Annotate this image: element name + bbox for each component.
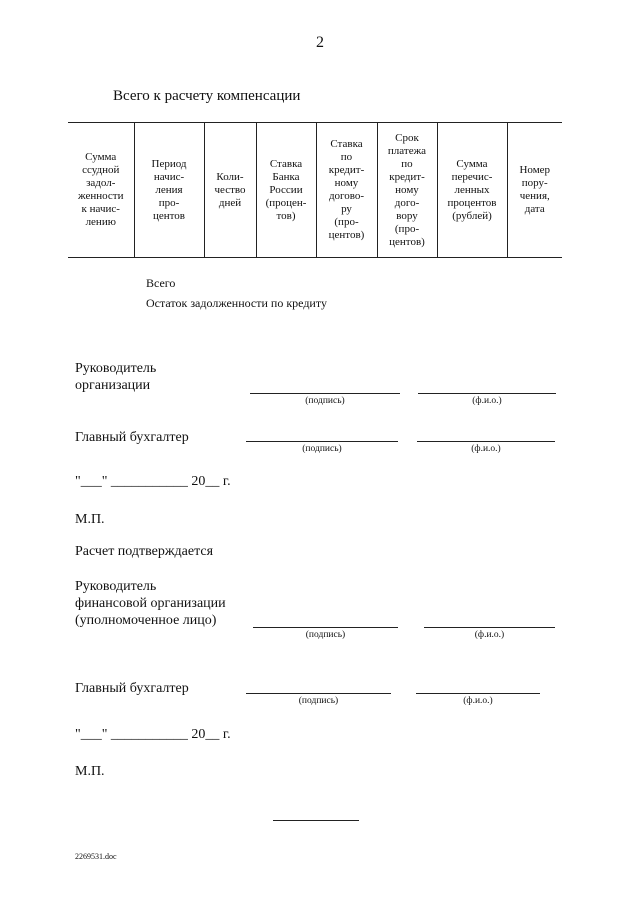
document-id: 2269531.doc bbox=[75, 852, 117, 861]
name-caption: (ф.и.о.) bbox=[463, 696, 493, 706]
chief-accountant-label: Главный бухгалтер bbox=[75, 430, 189, 445]
fin-org-head-label: Руководитель финансовой организации (уполномоченное лицо) bbox=[75, 579, 226, 628]
col-header-loan-amount: Сумма ссудной задол- женности к начис- лению bbox=[68, 123, 134, 258]
org-head-name-line bbox=[418, 393, 556, 394]
date-line: "___" ___________ 20__ г. bbox=[75, 727, 231, 742]
date-line: "___" ___________ 20__ г. bbox=[75, 474, 231, 489]
col-header-cbr-rate: Ставка Банка России (процен- тов) bbox=[256, 123, 316, 258]
col-header-payment-term: Срок платежа по кредит- ному дого- вору (про- центов) bbox=[377, 123, 437, 258]
name-caption: (ф.и.о.) bbox=[474, 630, 505, 640]
name-caption: (ф.и.о.) bbox=[472, 396, 502, 406]
col-header-period: Период начис- ления про- центов bbox=[134, 123, 204, 258]
col-header-days: Коли- чество дней bbox=[204, 123, 256, 258]
table-header-row bbox=[68, 123, 562, 258]
section-heading: Всего к расчету компенсации bbox=[113, 88, 301, 104]
end-divider bbox=[273, 820, 359, 821]
org-head-signature-line bbox=[250, 393, 400, 394]
remainder-label: Остаток задолженности по кредиту bbox=[146, 296, 327, 310]
col-header-order-number: Номер пору- чения, дата bbox=[507, 123, 562, 258]
name-caption: (ф.и.о.) bbox=[471, 444, 501, 454]
total-label: Всего bbox=[146, 276, 176, 290]
accountant-name-line bbox=[416, 693, 540, 694]
org-head-label: Руководитель организации bbox=[75, 361, 157, 393]
compensation-table bbox=[68, 122, 562, 258]
signature-caption: (подпись) bbox=[305, 630, 346, 640]
confirm-label: Расчет подтверждается bbox=[75, 544, 214, 559]
accountant-name-line bbox=[417, 441, 555, 442]
col-header-loan-rate: Ставка по кредит- ному догово- ру (про- центов) bbox=[316, 123, 377, 258]
signature-caption: (подпись) bbox=[298, 696, 339, 706]
seal-label: М.П. bbox=[75, 512, 105, 527]
signature-caption: (подпись) bbox=[302, 444, 342, 454]
fin-head-signature-line bbox=[253, 627, 398, 628]
accountant-signature-line bbox=[246, 441, 398, 442]
accountant-signature-line bbox=[246, 693, 391, 694]
chief-accountant-label: Главный бухгалтер bbox=[75, 681, 189, 696]
page-number: 2 bbox=[316, 34, 324, 51]
signature-caption: (подпись) bbox=[305, 396, 345, 406]
fin-head-name-line bbox=[424, 627, 555, 628]
col-header-transferred-sum: Сумма перечис- ленных процентов (рублей) bbox=[437, 123, 507, 258]
seal-label: М.П. bbox=[75, 764, 105, 779]
